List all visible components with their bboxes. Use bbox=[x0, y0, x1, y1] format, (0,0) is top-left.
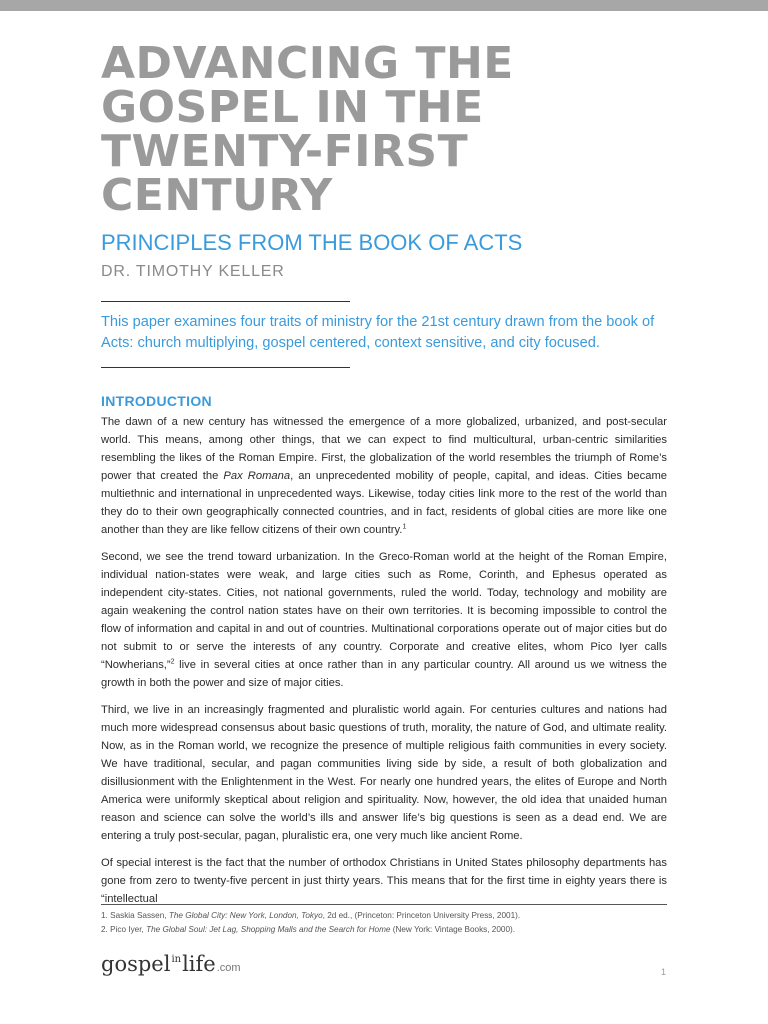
divider-top bbox=[101, 301, 350, 302]
title-line: CENTURY bbox=[101, 170, 333, 221]
footnote: 1. Saskia Sassen, The Global City: New York, London, Tokyo, 2d ed., (Princeton: Princeton University Press, 2001). bbox=[101, 911, 521, 920]
title-line: ADVANCING THE bbox=[101, 38, 514, 89]
paragraph: Of special interest is the fact that the number of orthodox Christians in United States philosophy departments has gone from zero to twenty-five percent in just thirty years. This means that for the first time in eighty years there is “intellectual bbox=[101, 857, 667, 905]
title-line: TWENTY-FIRST bbox=[101, 126, 469, 177]
section-heading: INTRODUCTION bbox=[101, 393, 212, 409]
divider-bottom bbox=[101, 367, 350, 368]
document-title bbox=[101, 38, 701, 221]
paragraph: The dawn of a new century has witnessed the emergence of a more globalized, urbanized, and post-secular world. This means, among other things, that we can expect to find multicultural, urban-centric similarities resembling the likes of the Roman Empire. First, the globalization of the world resembles the triumph of Rome’s power that created the Pax Romana, an unprecedented mobility of people, capital, and ideas. Cities became multiethnic and international in unprecedented ways. Likewise, today cities link more to the rest of the world than they do to their own geographically connected countries, and in fact, residents of global cities are more like one another than they are like fellow citizens of their own country.$^1$ bbox=[101, 416, 667, 536]
footnote-ref[interactable]: 2 bbox=[170, 658, 175, 666]
page-number: 1 bbox=[661, 967, 667, 977]
footnote: 2. Pico Iyer, The Global Soul: Jet Lag, Shopping Malls and the Search for Home (New York: Vintage Books, 2000). bbox=[101, 925, 516, 934]
top-bar bbox=[0, 0, 768, 11]
footnote-divider bbox=[101, 904, 667, 905]
footnotes bbox=[101, 909, 667, 937]
footnote-ref[interactable]: 1 bbox=[402, 523, 407, 531]
paragraph: Second, we see the trend toward urbanization. In the Greco-Roman world at the height of the Roman Empire, individual nation-states were weak, and large cities such as Rome, Corinth, and Ephesus operated as independent city-states. Cities, not national governments, ruled the world. Today, technology and mobility are again weakening the control nation states have on their own territories. It is becoming impossible to control the flow of information and capital in and out of countries. Multinational corporations operate out of major cities but do not submit to or serve the interests of any country. Corporate and creative elites, whom Pico Iyer calls “Nowherians,”$^2$ live in several cities at once rather than in any particular country. All around us we witness the growth in both the power and size of major cities. bbox=[101, 551, 667, 689]
title-line: GOSPEL IN THE bbox=[101, 82, 484, 133]
paragraph: Third, we live in an increasingly fragmented and pluralistic world again. For centuries cultures and nations had much more widespread consensus about basic questions of truth, morality, the nature of God, and ultimate reality. Now, as in the Roman world, we recognize the presence of multiple religious faith communities in every society. We have traditional, secular, and pagan communities living side by side, a result of both globalization and disillusionment with the Enlightenment in the West. For nearly one hundred years, the elites of Europe and North America were uniformly skeptical about religion and spirituality. Now, however, the old idea that unaided human reason and science can solve the world’s ills and answer life’s big questions is seen as a dead end. We are entering a truly post-secular, pagan, pluralistic era, one very much like ancient Rome. bbox=[101, 704, 667, 842]
author-name: DR. TIMOTHY KELLER bbox=[101, 263, 285, 280]
abstract: This paper examines four traits of ministry for the 21st century drawn from the book of Acts: church multiplying, gospel centered, context sensitive, and city focused. bbox=[101, 314, 655, 351]
document-subtitle: PRINCIPLES FROM THE BOOK OF ACTS bbox=[101, 230, 523, 255]
gospel-in-life-logo[interactable]: gospel in life .com bbox=[101, 952, 241, 976]
body-text bbox=[101, 413, 667, 905]
